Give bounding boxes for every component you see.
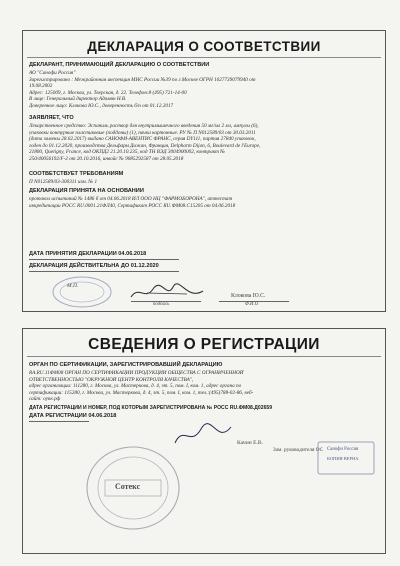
basis-text bbox=[29, 196, 379, 209]
declarant-label: ДЕКЛАРАНТ, ПРИНИМАЮЩИЙ ДЕКЛАРАЦИЮ О СООТВЕТСТВИИ bbox=[29, 62, 210, 68]
registered-line: ДАТА РЕГИСТРАЦИИ И НОМЕР, ПОД КОТОРЫМ ЗАРЕГИСТРИРОВАНА № РОСС RU.ФМ08.Д02659 bbox=[29, 405, 273, 411]
organ-line: сайт: оукк.рф bbox=[29, 396, 61, 403]
requirements-line: П N012589/03-300311 изм. № 1 bbox=[29, 179, 98, 185]
declarant-line: Доверенное лицо: Клокова Ю.С., доверенность б/н от 01.12.2017 bbox=[29, 102, 174, 109]
claims-line: Лекарственное средство: Эспаниль раствор для внутримышечного введения 50 мг/мл 2 мл, ампулы (6), bbox=[29, 123, 259, 129]
stamp-mp: М.П. bbox=[67, 283, 79, 289]
fio-caption: Ф.И.О bbox=[245, 302, 259, 307]
claims-line: 250/40056192/F-2 от 20.10.2016, инвойс № 9085292587 от 28.05.2018 bbox=[29, 155, 184, 162]
organ-label: ОРГАН ПО СЕРТИФИКАЦИИ, ЗАРЕГИСТРИРОВАВШИЙ ДЕКЛАРАЦИЮ bbox=[29, 362, 223, 368]
declarant-line: В лице: Генеральный директор Адамян Н.В. bbox=[29, 96, 127, 103]
valid-until: ДЕКЛАРАЦИЯ ДЕЙСТВИТЕЛЬНА ДО 01.12.2020 bbox=[29, 263, 159, 269]
basis-line: протокол испытаний № 1486 б от 04.06.2018 ИЛ ООО НЦ "ФАРМОБОРОНА", аттестат bbox=[29, 196, 233, 202]
basis-line: аккредитации РОСС RU.0001.21ФЛ40, Сертификат РОСС RU.ФМ08.С15205 от 04.06.2018 bbox=[29, 202, 236, 209]
claims-line: 21800, Quetigny, France, код ОКПД2 21.20.10.235, код ТН ВЭД 3004900002, контракт № bbox=[29, 149, 226, 156]
declarant-text bbox=[29, 70, 379, 110]
basis-label: ДЕКЛАРАЦИЯ ПРИНЯТА НА ОСНОВАНИИ bbox=[29, 188, 144, 194]
accepted-date-underline bbox=[29, 259, 179, 260]
title-divider bbox=[27, 57, 381, 58]
organ-line: адрес организации: 111280, г. Москва, ул. Мастеркова, д. 4, эт. 5, пом. I, ком. 1, адрес органа по bbox=[29, 383, 242, 390]
declarant-line: Адрес: 125009, г. Москва, ул. Тверская, д. 22. Телефон:8 (495) 721-14-00 bbox=[29, 89, 187, 96]
registration-title-divider bbox=[27, 356, 381, 357]
requirements-label: СООТВЕТСТВУЕТ ТРЕБОВАНИЯМ bbox=[29, 171, 124, 177]
reg-date-underline bbox=[29, 421, 89, 422]
declarant-line: АО "Санофи Россия" bbox=[29, 70, 76, 76]
reg-signer-name: Качин Е.В. bbox=[237, 440, 264, 446]
organ-text bbox=[29, 370, 379, 403]
copy-stamp-text: Санофи Россия bbox=[327, 447, 359, 452]
stamp-text: Сотекс bbox=[115, 482, 141, 491]
signature-caption: подпись bbox=[153, 302, 170, 307]
reg-date: ДАТА РЕГИСТРАЦИИ 04.06.2018 bbox=[29, 413, 117, 419]
accepted-date: ДАТА ПРИНЯТИЯ ДЕКЛАРАЦИИ 04.06.2018 bbox=[29, 251, 147, 257]
declaration-title: ДЕКЛАРАЦИЯ О СООТВЕТСТВИИ bbox=[87, 39, 321, 54]
organ-line: ОТВЕТСТВЕННОСТЬЮ "ОКРУЖНОЙ ЦЕНТР КОНТРОЛЯ КАЧЕСТВА", bbox=[29, 376, 194, 383]
organ-line: сертификации: 115280, г. Москва, ул. Мастеркова, д. 4, эт. 5, пом. I, ком. 1, тел.:(495)788-02-86, веб- bbox=[29, 389, 254, 396]
registration-box bbox=[22, 328, 386, 554]
declarant-line: Зарегистрировано : Межрайонная инспекция МНС России №39 по г.Москве ОГРН 1027739079940 от bbox=[29, 76, 256, 83]
reg-signer-title: Зам. руководителя ОС bbox=[273, 447, 324, 453]
claims-line: (дата замены 28.02.2017) выдано САНОФИ-АВЕНТИС ФРАНС, серия DY111, партия 27840 упаковок, bbox=[29, 136, 256, 143]
claims-text bbox=[29, 123, 379, 163]
claims-line: упаковки контурные пластиковые (поддоны) (1), пачки картонные. РУ № П N012589/03 от 30.03.2011 bbox=[29, 129, 256, 136]
declarant-line: 19.08.2002 bbox=[29, 83, 53, 90]
claims-label: ЗАЯВЛЯЕТ, ЧТО bbox=[29, 115, 74, 121]
registration-title: СВЕДЕНИЯ О РЕГИСТРАЦИИ bbox=[88, 336, 320, 353]
registration-signature-icon bbox=[173, 421, 233, 451]
requirements-text bbox=[29, 179, 379, 186]
copy-stamp-text-2: КОПИЯ ВЕРНА bbox=[327, 456, 359, 461]
organ-line: RA.RU.11ФМ08 ОРГАН ПО СЕРТИФИКАЦИИ ПРОДУКЦИИ ОБЩЕСТВА С ОГРАНИЧЕННОЙ bbox=[29, 370, 244, 376]
signer-name: Клокова Ю.С. bbox=[231, 293, 266, 299]
declaration-box bbox=[22, 30, 386, 312]
valid-until-underline bbox=[29, 271, 179, 272]
declarant-seal-icon bbox=[51, 275, 113, 309]
claims-line: годен до 01.12.2020, производства Дельфарм Дижан, Франция, Delpharm Dijon, 6, Boulevard de l'Europe, bbox=[29, 142, 261, 149]
